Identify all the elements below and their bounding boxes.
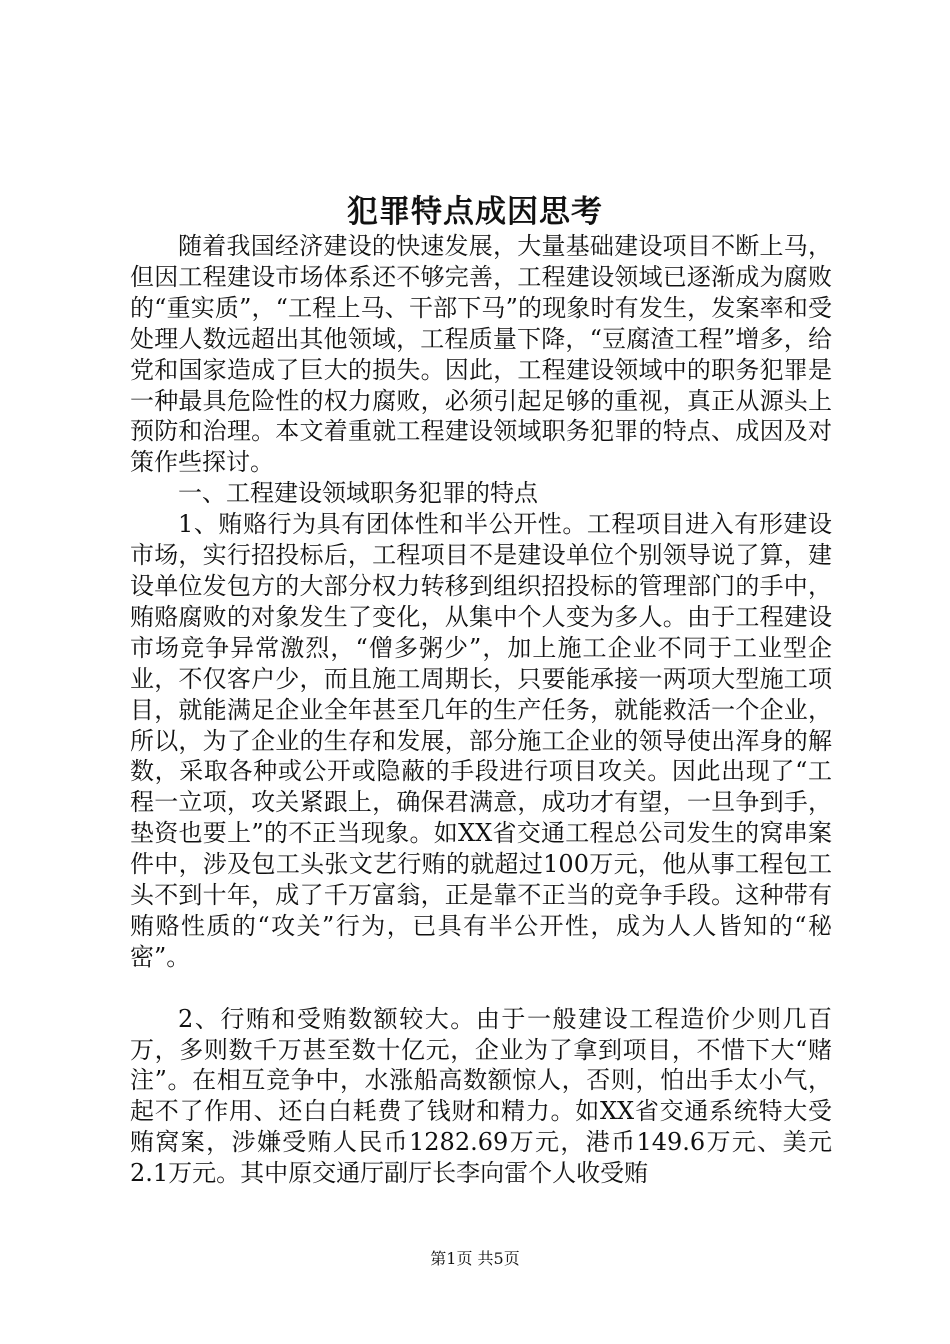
document-title: 犯罪特点成因思考	[347, 194, 603, 230]
paragraph-intro: 随着我国经济建设的快速发展，大量基础建设项目不断上马，但因工程建设市场体系还不够完善，工程建设领域已逐渐成为腐败的“重实质”，“工程上马、干部下马”的现象时有发生，发案率和受处理人数远超出其他领域，工程质量下降，“豆腐渣工程”增多，给党和国家造成了巨大的损失。因此，工程建设领域中的职务犯罪是一种最具危险性的权力腐败，必须引起足够的重视，真正从源头上预防和治理。本文着重就工程建设领域职务犯罪的特点、成因及对策作些探讨。	[130, 232, 832, 477]
document-body	[130, 231, 832, 1189]
paragraph-point-2: 2、行贿和受贿数额较大。由于一般建设工程造价少则几百万，多则数千万甚至数十亿元，企业为了拿到项目，不惜下大“赌注”。在相互竞争中，水涨船高数额惊人，否则，怕出手太小气，起不了作用、还白白耗费了钱财和精力。如XX省交通系统特大受贿窝案，涉嫌受贿人民币1282.69万元，港币149.6万元、美元2.1万元。其中原交通厅副厅长李向雷个人收受贿	[130, 1004, 832, 1188]
page-footer: 第1页 共5页	[430, 1249, 520, 1268]
section-heading: 一、工程建设领域职务犯罪的特点	[178, 479, 538, 508]
paragraph-point-1: 1、贿赂行为具有团体性和半公开性。工程项目进入有形建设市场，实行招投标后，工程项目不是建设单位个别领导说了算，建设单位发包方的大部分权力转移到组织招投标的管理部门的手中，贿赂腐败的对象发生了变化，从集中个人变为多人。由于工程建设市场竞争异常激烈，“僧多粥少”，加上施工企业不同于工业型企业，不仅客户少，而且施工周期长，只要能承接一两项大型施工项目，就能满足企业全年甚至几年的生产任务，就能救活一个企业，所以，为了企业的生存和发展，部分施工企业的领导使出浑身的解数，采取各种或公开或隐蔽的手段进行项目攻关。因此出现了“工程一立项，攻关紧跟上，确保君满意，成功才有望，一旦争到手，垫资也要上”的不正当现象。如XX省交通工程总公司发生的窝串案件中，涉及包工头张文艺行贿的就超过100万元，他从事工程包工头不到十年，成了千万富翁，正是靠不正当的竞争手段。这种带有贿赂性质的“攻关”行为，已具有半公开性，成为人人皆知的“秘密”。	[130, 510, 832, 971]
